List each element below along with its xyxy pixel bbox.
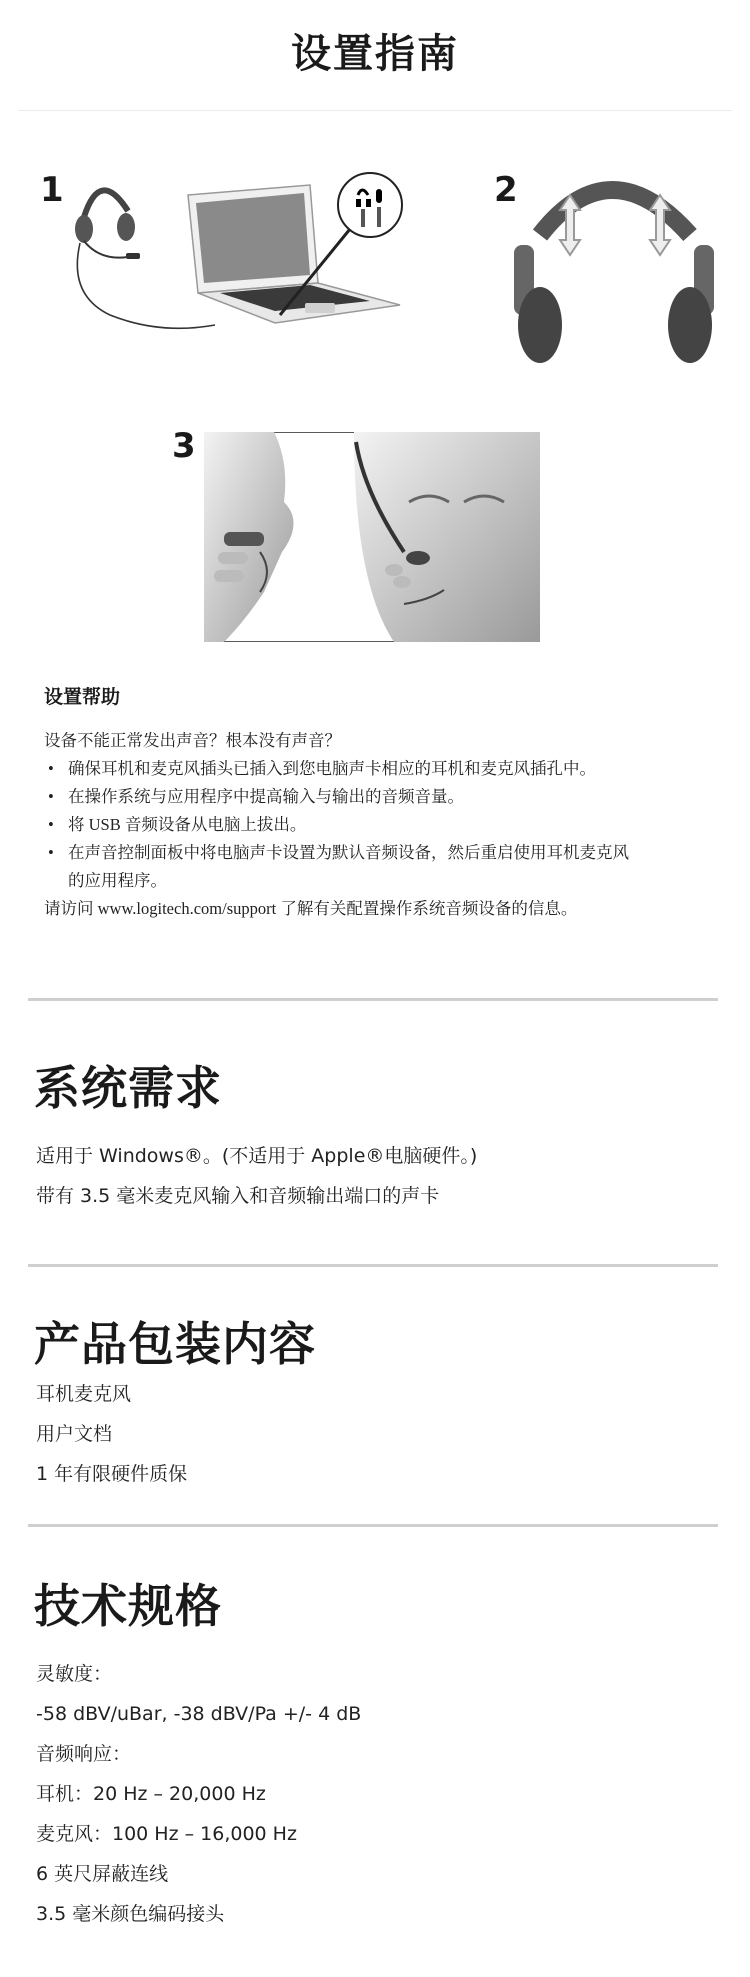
section-divider <box>28 998 718 1001</box>
package-item: 1 年有限硬件质保 <box>36 1463 188 1485</box>
page-title: 设置指南 <box>291 31 459 77</box>
package-contents-list <box>36 1374 187 1494</box>
section-divider <box>28 1524 718 1527</box>
setup-help-heading: 设置帮助 <box>44 686 121 708</box>
requirement-line: 带有 3.5 毫米麦克风输入和音频输出端口的声卡 <box>36 1185 440 1207</box>
tech-specs-list <box>36 1654 361 1934</box>
step-3-illustration <box>204 432 540 642</box>
title-divider <box>18 110 732 111</box>
help-bullet: • 确保耳机和麦克风插头已插入到您电脑声卡相应的耳机和麦克风插孔中。 <box>44 755 644 783</box>
spec-line: 麦克风：100 Hz – 16,000 Hz <box>36 1823 297 1845</box>
adjust-arrows-icon <box>560 195 670 255</box>
spec-line: 6 英尺屏蔽连线 <box>36 1863 169 1885</box>
help-bullet: • 将 USB 音频设备从电脑上拔出。 <box>44 811 644 839</box>
help-bullet: • 在声音控制面板中将电脑声卡设置为默认音频设备，然后重启使用耳机麦克风的应用程序。 <box>44 839 644 895</box>
spec-line: -58 dBV/uBar, -38 dBV/Pa +/- 4 dB <box>36 1703 362 1725</box>
package-contents-title: 产品包装内容 <box>34 1317 316 1371</box>
step-2-number: 2 <box>494 170 518 210</box>
section-divider <box>28 1264 718 1267</box>
spec-line: 3.5 毫米颜色编码接头 <box>36 1903 225 1925</box>
step-1-illustration <box>70 165 410 365</box>
step-2-illustration <box>500 155 730 375</box>
spec-line: 灵敏度： <box>36 1663 113 1685</box>
requirement-line: 适用于 Windows®。(不适用于 Apple®电脑硬件。) <box>36 1145 478 1167</box>
help-question: 设备不能正常发出声音？根本没有声音？ <box>44 731 341 750</box>
step-3-number: 3 <box>172 426 196 466</box>
tech-specs-title: 技术规格 <box>34 1579 222 1633</box>
help-bullet-list <box>44 755 644 895</box>
spec-line: 耳机：20 Hz – 20,000 Hz <box>36 1783 266 1805</box>
setup-help-section <box>44 682 644 923</box>
package-item: 耳机麦克风 <box>36 1383 132 1405</box>
system-requirements-title: 系统需求 <box>34 1061 222 1115</box>
step-1-number: 1 <box>40 170 64 210</box>
help-footer: 请访问 www.logitech.com/support 了解有关配置操作系统音频设备的信息。 <box>44 899 578 918</box>
spec-line: 音频响应： <box>36 1743 132 1765</box>
system-requirements-list <box>36 1136 477 1216</box>
help-bullet: • 在操作系统与应用程序中提高输入与输出的音频音量。 <box>44 783 644 811</box>
package-item: 用户文档 <box>36 1423 113 1445</box>
